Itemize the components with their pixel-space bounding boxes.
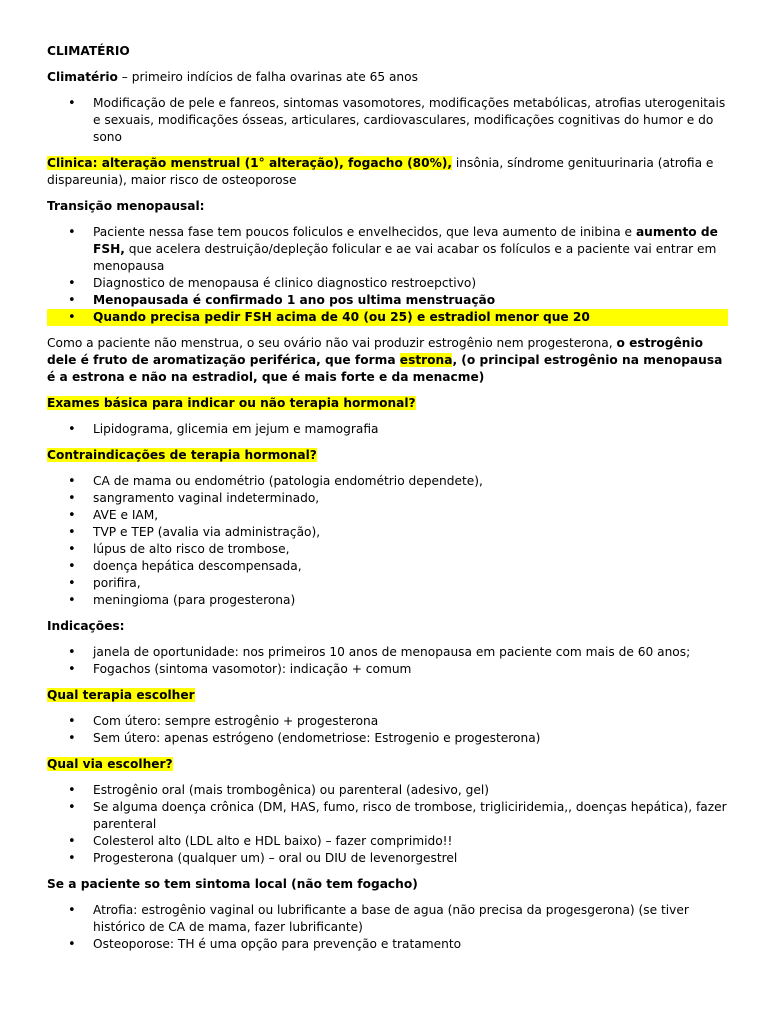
estrona-highlight: estrona bbox=[399, 353, 453, 367]
list-item: • sangramento vaginal indeterminado, bbox=[47, 490, 728, 507]
transicao-list bbox=[47, 224, 728, 326]
estrogenio-paragraph: Como a paciente não menstrua, o seu ovário não vai produzir estrogênio nem progesterona, o estrogênio dele é fruto de aromatização periférica, que forma estrona, (o principal estrogênio na menopausa é a estrona e não na estradiol, que é mais forte e da menacme) bbox=[47, 336, 723, 384]
list-item: • Com útero: sempre estrogênio + progesterona bbox=[47, 713, 728, 730]
list-item: • Atrofia: estrogênio vaginal ou lubrificante a base de agua (não precisa da progesgerona) (se tiver histórico de CA de mama, fazer lubrificante) bbox=[47, 902, 728, 936]
list-item: • Paciente nessa fase tem poucos foliculos e envelhecidos, que leva aumento de inibina e aumento de FSH, que acelera destruição/depleção folicular e ae vai acabar os folículos e a paciente vai entrar em menopausa bbox=[47, 224, 728, 275]
list-item-highlighted: • Quando precisa pedir FSH acima de 40 (ou 25) e estradiol menor que 20 bbox=[47, 309, 728, 326]
list-item: • Estrogênio oral (mais trombogênica) ou parenteral (adesivo, gel) bbox=[47, 782, 728, 799]
intro-text: – primeiro indícios de falha ovarinas ate 65 anos bbox=[117, 70, 418, 84]
list-item: • Colesterol alto (LDL alto e HDL baixo) – fazer comprimido!! bbox=[47, 833, 728, 850]
list-item: • Diagnostico de menopausa é clinico diagnostico restroepctivo) bbox=[47, 275, 728, 292]
list-item: • Osteoporose: TH é uma opção para prevenção e tratamento bbox=[47, 936, 728, 953]
via-heading: Qual via escolher? bbox=[47, 757, 173, 771]
list-item: • Menopausada é confirmado 1 ano pos ultima menstruação bbox=[47, 292, 728, 309]
document-title: CLIMATÉRIO bbox=[47, 44, 130, 58]
list-item: • meningioma (para progesterona) bbox=[47, 592, 728, 609]
contra-list bbox=[47, 473, 728, 609]
contra-heading: Contraindicações de terapia hormonal? bbox=[47, 448, 317, 462]
via-list bbox=[47, 782, 728, 867]
clinica-highlight: Clinica: alteração menstrual (1° alteração), fogacho (80%), bbox=[47, 156, 453, 170]
exames-heading: Exames básica para indicar ou não terapia hormonal? bbox=[47, 396, 416, 410]
exames-list bbox=[47, 421, 728, 438]
transicao-heading: Transição menopausal: bbox=[47, 199, 205, 213]
list-item: • Fogachos (sintoma vasomotor): indicação + comum bbox=[47, 661, 728, 678]
terapia-list bbox=[47, 713, 728, 747]
list-item: • Se alguma doença crônica (DM, HAS, fumo, risco de trombose, trigliciridemia,, doenças hepática), fazer parenteral bbox=[47, 799, 728, 833]
list-item: • Sem útero: apenas estrógeno (endometriose: Estrogenio e progesterona) bbox=[47, 730, 728, 747]
list-item: • Progesterona (qualquer um) – oral ou DIU de levenorgestrel bbox=[47, 850, 728, 867]
list-item: • AVE e IAM, bbox=[47, 507, 728, 524]
indicacoes-heading: Indicações: bbox=[47, 619, 125, 633]
clinica-paragraph bbox=[47, 155, 728, 189]
list-item: • Lipidograma, glicemia em jejum e mamografia bbox=[47, 421, 728, 438]
list-item: • Modificação de pele e fanreos, sintomas vasomotores, modificações metabólicas, atrofias uterogenitais e sexuais, modificações ósseas, articulares, cardiovasculares, modificações cognitivas do humor e do sono bbox=[47, 95, 728, 146]
list-item: • CA de mama ou endométrio (patologia endométrio dependete), bbox=[47, 473, 728, 490]
indicacoes-list bbox=[47, 644, 728, 678]
intro-paragraph bbox=[47, 69, 728, 86]
terapia-heading: Qual terapia escolher bbox=[47, 688, 195, 702]
list-item: • doença hepática descompensada, bbox=[47, 558, 728, 575]
list-item: • janela de oportunidade: nos primeiros 10 anos de menopausa em paciente com mais de 60 anos; bbox=[47, 644, 728, 661]
list-item: • porifira, bbox=[47, 575, 728, 592]
local-heading: Se a paciente so tem sintoma local (não tem fogacho) bbox=[47, 877, 418, 891]
intro-list bbox=[47, 95, 728, 146]
list-item: • TVP e TEP (avalia via administração), bbox=[47, 524, 728, 541]
list-item: • lúpus de alto risco de trombose, bbox=[47, 541, 728, 558]
local-list bbox=[47, 902, 728, 953]
clinica-rest: insônia, síndrome genituurinaria (atrofia e dispareunia), maior risco de osteoporose bbox=[47, 156, 714, 187]
intro-term: Climatério bbox=[47, 70, 118, 84]
